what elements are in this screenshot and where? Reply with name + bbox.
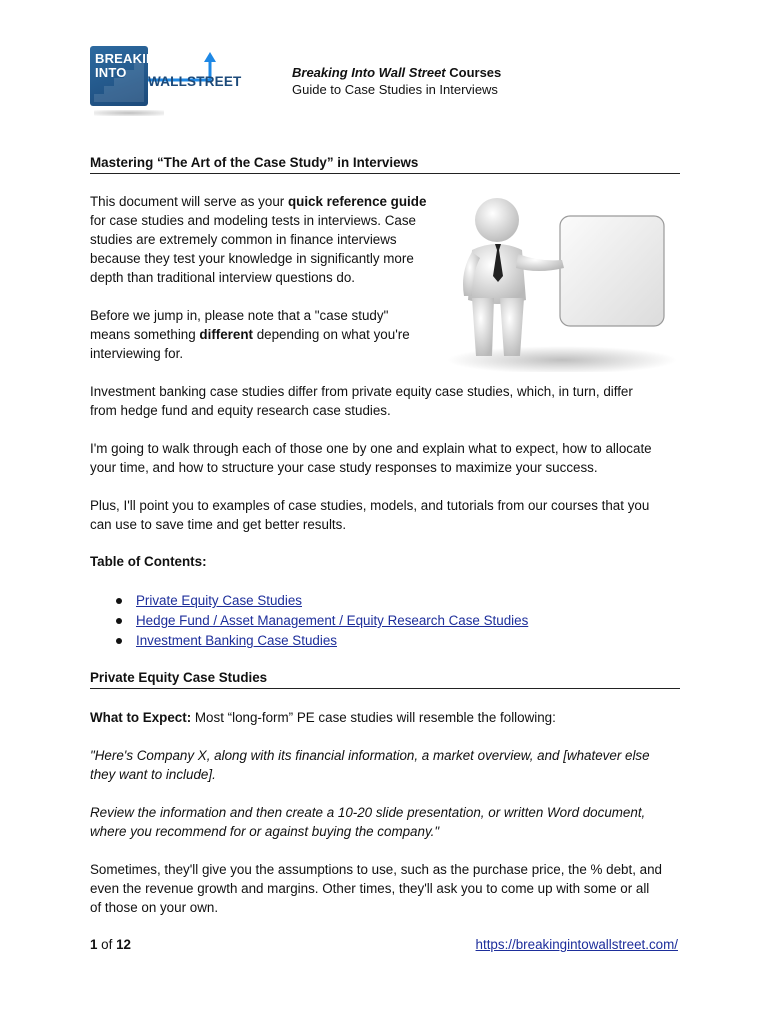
- intro-line: because they test your knowledge in significantly more: [90, 251, 414, 266]
- quote-line: where you recommend for or against buying the company.": [90, 824, 440, 839]
- bullet-icon: [116, 638, 122, 644]
- quote-line: they want to include].: [90, 767, 216, 782]
- logo-mark: [90, 46, 166, 106]
- heading-rule: [90, 173, 680, 174]
- body-line: Plus, I'll point you to examples of case studies, models, and tutorials from our courses that you: [90, 498, 650, 513]
- company-logo: [88, 44, 242, 120]
- intro-text: This document will serve as your: [90, 194, 288, 209]
- intro-line: Before we jump in, please note that a "case study": [90, 308, 389, 323]
- page-current: 1: [90, 937, 98, 952]
- page-number: [90, 935, 131, 954]
- intro-line: interviewing for.: [90, 346, 184, 361]
- page-of: of: [97, 937, 117, 952]
- expect-text: Most “long-form” PE case studies will resemble the following:: [191, 710, 556, 725]
- quote-line: "Here's Company X, along with its financial information, a market overview, and [whatever else: [90, 748, 650, 763]
- brand-name: Breaking Into Wall Street: [292, 65, 446, 80]
- body-line: of those on your own.: [90, 900, 219, 915]
- heading-rule: [90, 688, 680, 689]
- intro-paragraph-1: [90, 192, 440, 287]
- intro-text: depending on what you're: [253, 327, 410, 342]
- body-line: can use to save time and get better results.: [90, 517, 347, 532]
- logo-line-breaking: BREAKING: [95, 51, 166, 66]
- intro-line: depth than traditional interview questions do.: [90, 270, 356, 285]
- quote-line: Review the information and then create a 10-20 slide presentation, or written Word document,: [90, 805, 646, 820]
- logo-line-into: INTO: [95, 65, 127, 80]
- body-line: I'm going to walk through each of those one by one and explain what to expect, how to allocate: [90, 441, 652, 456]
- paragraph-differences: [90, 382, 690, 420]
- intro-text: means something: [90, 327, 200, 342]
- table-of-contents: [136, 591, 656, 651]
- page-total: 12: [116, 937, 131, 952]
- expect-label: What to Expect:: [90, 710, 192, 725]
- figure-with-board-icon: [442, 188, 686, 372]
- paragraph-walkthrough: [90, 439, 690, 477]
- intro-line: studies are extremely common in finance interviews: [90, 232, 397, 247]
- paragraph-examples: [90, 496, 690, 534]
- document-subtitle: Guide to Case Studies in Interviews: [292, 82, 498, 97]
- intro-bold-text: quick reference guide: [287, 194, 427, 209]
- intro-line: for case studies and modeling tests in interviews. Case: [90, 213, 416, 228]
- toc-heading: Table of Contents:: [90, 554, 207, 569]
- body-line: even the revenue growth and margins. Other times, they'll ask you to come up with some or all: [90, 881, 650, 896]
- section-heading-private-equity: Private Equity Case Studies: [90, 670, 268, 685]
- what-to-expect: [90, 708, 690, 727]
- toc-link-investment-banking[interactable]: Investment Banking Case Studies: [136, 633, 337, 648]
- intro-paragraph-2: [90, 306, 440, 363]
- website-link[interactable]: https://breakingintowallstreet.com/: [475, 937, 678, 952]
- logo-line-wallstreet: WALLSTREET: [148, 74, 242, 89]
- body-line: from hedge fund and equity research case studies.: [90, 403, 391, 418]
- document-header-title: [292, 64, 501, 81]
- toc-item: [136, 611, 656, 631]
- bullet-icon: [116, 598, 122, 604]
- toc-item: [136, 631, 656, 651]
- paragraph-assumptions: [90, 860, 690, 917]
- footer-url: [476, 935, 678, 954]
- toc-link-private-equity[interactable]: Private Equity Case Studies: [136, 593, 302, 608]
- presenter-illustration: [442, 188, 686, 372]
- body-line: Investment banking case studies differ from private equity case studies, which, in turn, differ: [90, 384, 633, 399]
- intro-bold-text: different: [199, 327, 253, 342]
- brand-suffix: Courses: [445, 65, 502, 80]
- bullet-icon: [116, 618, 122, 624]
- quote-paragraph-2: [90, 803, 690, 841]
- toc-link-hedge-fund[interactable]: Hedge Fund / Asset Management / Equity Research Case Studies: [136, 613, 529, 628]
- logo-shadow: [94, 110, 164, 116]
- section-heading-mastering: Mastering “The Art of the Case Study” in Interviews: [90, 155, 419, 170]
- body-line: your time, and how to structure your case study responses to maximize your success.: [90, 460, 598, 475]
- body-line: Sometimes, they'll give you the assumptions to use, such as the purchase price, the % debt, and: [90, 862, 662, 877]
- quote-paragraph-1: [90, 746, 690, 784]
- toc-item: [136, 591, 656, 611]
